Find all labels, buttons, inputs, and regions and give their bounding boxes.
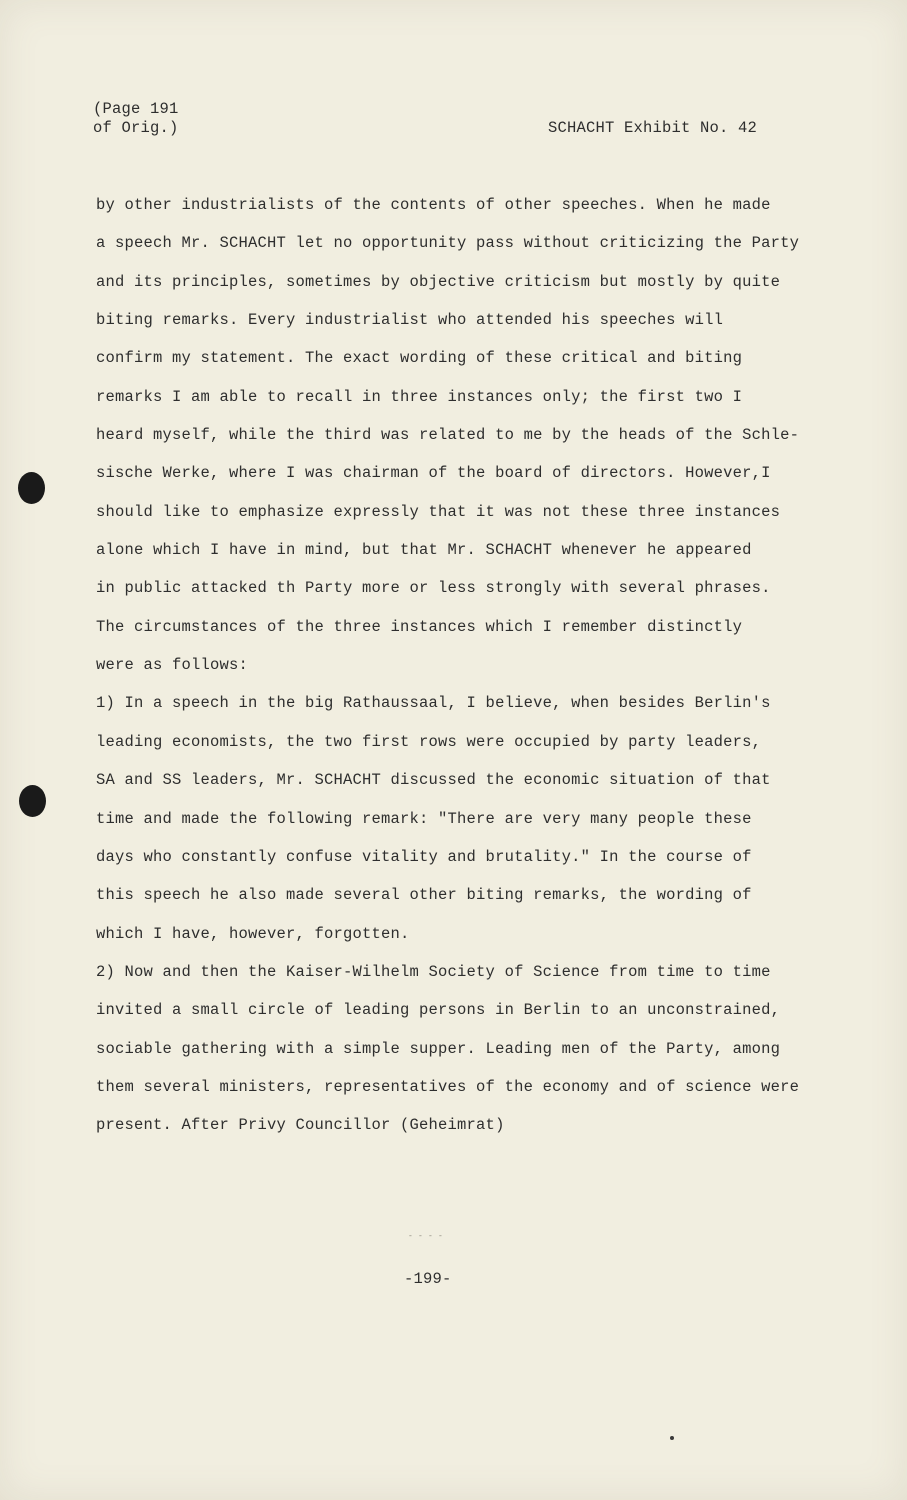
text-line: this speech he also made several other biting remarks, the wording of (96, 886, 752, 905)
text-line: should like to emphasize expressly that it was not these three instances (96, 502, 781, 521)
text-line: heard myself, while the third was related to me by the heads of the Schle- (96, 426, 800, 445)
text-line: days who constantly confuse vitality and brutality." In the course of (96, 847, 752, 866)
exhibit-label: SCHACHT Exhibit No. 42 (548, 119, 758, 137)
original-page-reference (93, 100, 179, 138)
text-line: them several ministers, representatives of the economy and of science were (96, 1077, 800, 1096)
ink-speck (670, 1436, 674, 1440)
text-line: sische Werke, where I was chairman of the board of directors. However,I (96, 464, 771, 483)
text-line: remarks I am able to recall in three instances only; the first two I (96, 387, 743, 406)
page-number: -199- (404, 1270, 452, 1288)
page-ref-line: of Orig.) (93, 119, 179, 137)
footer-mark: - - - - (408, 1232, 444, 1241)
text-line: confirm my statement. The exact wording of these critical and biting (96, 349, 743, 368)
text-line: invited a small circle of leading persons in Berlin to an unconstrained, (96, 1001, 781, 1020)
text-line: 2) Now and then the Kaiser-Wilhelm Society of Science from time to time (96, 962, 771, 981)
text-line: a speech Mr. SCHACHT let no opportunity pass without criticizing the Party (96, 234, 800, 253)
text-line: which I have, however, forgotten. (96, 924, 410, 943)
text-line: alone which I have in mind, but that Mr. SCHACHT whenever he appeared (96, 541, 752, 560)
text-line: sociable gathering with a simple supper. Leading men of the Party, among (96, 1039, 781, 1058)
text-line: biting remarks. Every industrialist who attended his speeches will (96, 311, 724, 330)
text-line: leading economists, the two first rows were occupied by party leaders, (96, 732, 762, 751)
text-line: were as follows: (96, 656, 249, 675)
body-text (96, 193, 816, 1152)
text-line: SA and SS leaders, Mr. SCHACHT discussed the economic situation of that (96, 771, 771, 790)
punch-hole (18, 472, 45, 504)
page-ref-line: (Page 191 (93, 100, 179, 118)
text-line: 1) In a speech in the big Rathaussaal, I believe, when besides Berlin's (96, 694, 771, 713)
text-line: by other industrialists of the contents of other speeches. When he made (96, 196, 771, 214)
text-line: time and made the following remark: "There are very many people these (96, 809, 752, 828)
punch-hole (19, 785, 46, 817)
text-line: present. After Privy Councillor (Geheimrat) (96, 1116, 505, 1135)
text-line: in public attacked th Party more or less strongly with several phrases. (96, 579, 771, 598)
text-line: and its principles, sometimes by objective criticism but mostly by quite (96, 272, 781, 291)
text-line: The circumstances of the three instances which I remember distinctly (96, 617, 743, 636)
